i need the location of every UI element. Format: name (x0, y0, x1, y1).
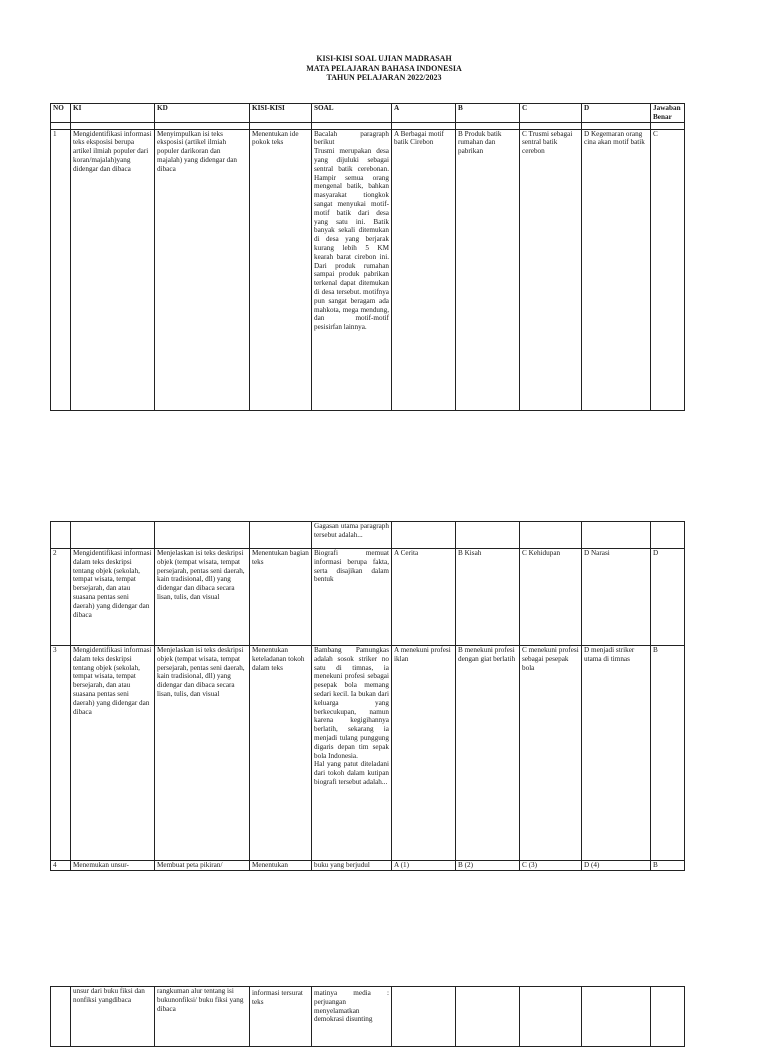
cell-option-c: C Kehidupan (520, 549, 582, 646)
cell-kd: Menjelaskan isi teks deskripsi objek (tempat wisata, tempat persejarah, pentas seni daerah, kain tradisional, dll) yang didengar dan dibaca secara lisan, tulis, dan visual (155, 646, 250, 861)
cell-kisi-continued: informasi tersurat teks (250, 987, 312, 1047)
cell-option-d: D Kegemaran orang cina akan motif batik (582, 129, 651, 410)
doc-title-line3: TAHUN PELAJARAN 2022/2023 (326, 73, 442, 82)
cell-option-a: A (1) (392, 861, 456, 871)
cell-answer: B (651, 861, 685, 871)
col-header-kisi: KISI-KISI (250, 104, 312, 123)
cell-option-b: B (2) (456, 861, 520, 871)
col-header-kd: KD (155, 104, 250, 123)
col-header-jawaban: Jawaban Benar (651, 104, 685, 123)
cell-option-d: D menjadi striker utama di timnas (582, 646, 651, 861)
table-header-row (51, 104, 685, 123)
cell-option-c: C Trusmi sebagai sentral batik cerebon (520, 129, 582, 410)
col-header-d: D (582, 104, 651, 123)
col-header-c: C (520, 104, 582, 123)
cell-ki-continued: unsur dari buku fiksi dan nonfiksi yangdibaca (71, 987, 155, 1047)
table-row (51, 646, 685, 861)
kisi-table-page1 (50, 103, 685, 411)
cell-option-d: D (4) (582, 861, 651, 871)
cell-ki: Mengidentifikasi informasi dalam teks deskripsi tentang objek (sekolah, tempat wisata, tempat bersejarah, dan atau suasana pentas seni daerah) yang didengar dan dibaca (71, 646, 155, 861)
col-header-a: A (392, 104, 456, 123)
doc-title-line2: MATA PELAJARAN BAHASA INDONESIA (306, 63, 462, 73)
cell-kisi: Menentukan (250, 861, 312, 871)
kisi-table-page2 (50, 521, 685, 871)
cell-ki: Menemukan unsur- (71, 861, 155, 871)
cell-no: 1 (51, 129, 71, 410)
cell-option-b: B Kisah (456, 549, 520, 646)
cell-option-a: A Berbagai motif batik Cirebon (392, 129, 456, 410)
table-row (51, 987, 685, 1047)
cell-no: 3 (51, 646, 71, 861)
col-header-ki: KI (71, 104, 155, 123)
cell-kd: Membuat peta pikiran/ (155, 861, 250, 871)
cell-kd-continued: rangkuman alur tentang isi bukunonfiksi/ buku fiksi yang dibaca (155, 987, 250, 1047)
cell-option-d: D Narasi (582, 549, 651, 646)
table-row (51, 549, 685, 646)
doc-title-line1: KISI-KISI SOAL UJIAN MADRASAH (316, 54, 452, 63)
cell-no: 4 (51, 861, 71, 871)
table-row (51, 522, 685, 549)
cell-option-c: C (3) (520, 861, 582, 871)
cell-option-c: C menekuni profesi sebagai pesepak bola (520, 646, 582, 861)
cell-answer: B (651, 646, 685, 861)
cell-option-a: A Cerita (392, 549, 456, 646)
cell-kd: Menjelaskan isi teks deskripsi objek (tempat wisata, tempat persejarah, pentas seni daerah, kain tradisional, dll) yang didengar dan dibaca secara lisan, tulis, dan visual (155, 549, 250, 646)
cell-kisi: Menentukan ide pokok teks (250, 129, 312, 410)
cell-no: 2 (51, 549, 71, 646)
cell-kisi: Menentukan bagian teks (250, 549, 312, 646)
table-row (51, 861, 685, 871)
cell-soal: Bacalah paragraph berikut Trusmi merupakan desa yang dijuluki sebagai sentral batik cerebonan. Hampir semua orang mengenal batik, bahkan masyarakat tiongkok sangat menyukai motif-motif batik dari desa yang satu ini. Batik banyak sekali ditemukan di desa yang berjarak kurang lebih 5 KM kearah barat cirebon ini. Dari produk rumahan sampai produk pabrikan terkenal dapat ditemukan di desa tersebut. motifnya pun sangat beragam ada mahkota, mega mendung, dan motif-motif pesisirfan lainnya. (312, 129, 392, 410)
cell-answer: D (651, 549, 685, 646)
cell-soal: Biografi memuat informasi berupa fakta, serta disajikan dalam bentuk (312, 549, 392, 646)
kisi-table-page3 (50, 986, 685, 1047)
cell-soal: Bambang Pamungkas adalah sosok striker no satu di timnas, ia menekuni profesi sebagai pesepak bola memang sedari kecil. Ia bukan dari keluarga yang berkecukupan, namun karena kegigihannya berlatih, sekarang ia menjadi tulang punggung digaris depan tim sepak bola Indonesia. Hal yang patut diteladani dari tokoh dalam kutipan biografi tersebut adalah... (312, 646, 392, 861)
col-header-b: B (456, 104, 520, 123)
cell-kd: Menyimpulkan isi teks eksposisi (artikel ilmiah populer darikoran dan majalah) yang didengar dan dibaca (155, 129, 250, 410)
cell-ki: Mengidentifikasi informasi teks eksposisi berupa artikel ilmiah populer dari koran/majalah)yang didengar dan dibaca (71, 129, 155, 410)
table-row (51, 129, 685, 410)
cell-soal-continued: matinya media : perjuangan menyelamatkan demokrasi disunting (312, 987, 392, 1047)
cell-ki: Mengidentifikasi informasi dalam teks deskripsi tentang objek (sekolah, tempat wisata, tempat bersejarah, dan atau suasana pentas seni daerah) yang didengar dan dibaca (71, 549, 155, 646)
cell-soal: buku yang berjudul (312, 861, 392, 871)
col-header-soal: SOAL (312, 104, 392, 123)
col-header-no: NO (51, 104, 71, 123)
cell-soal-continued: Gagasan utama paragraph tersebut adalah... (312, 522, 392, 549)
table-spacer-row (51, 122, 685, 129)
cell-kisi: Menentukan keteladanan tokoh dalam teks (250, 646, 312, 861)
cell-option-b: B menekuni profesi dengan giat berlatih (456, 646, 520, 861)
cell-option-b: B Produk batik rumahan dan pabrikan (456, 129, 520, 410)
cell-answer: C (651, 129, 685, 410)
cell-option-a: A menekuni profesi iklan (392, 646, 456, 861)
